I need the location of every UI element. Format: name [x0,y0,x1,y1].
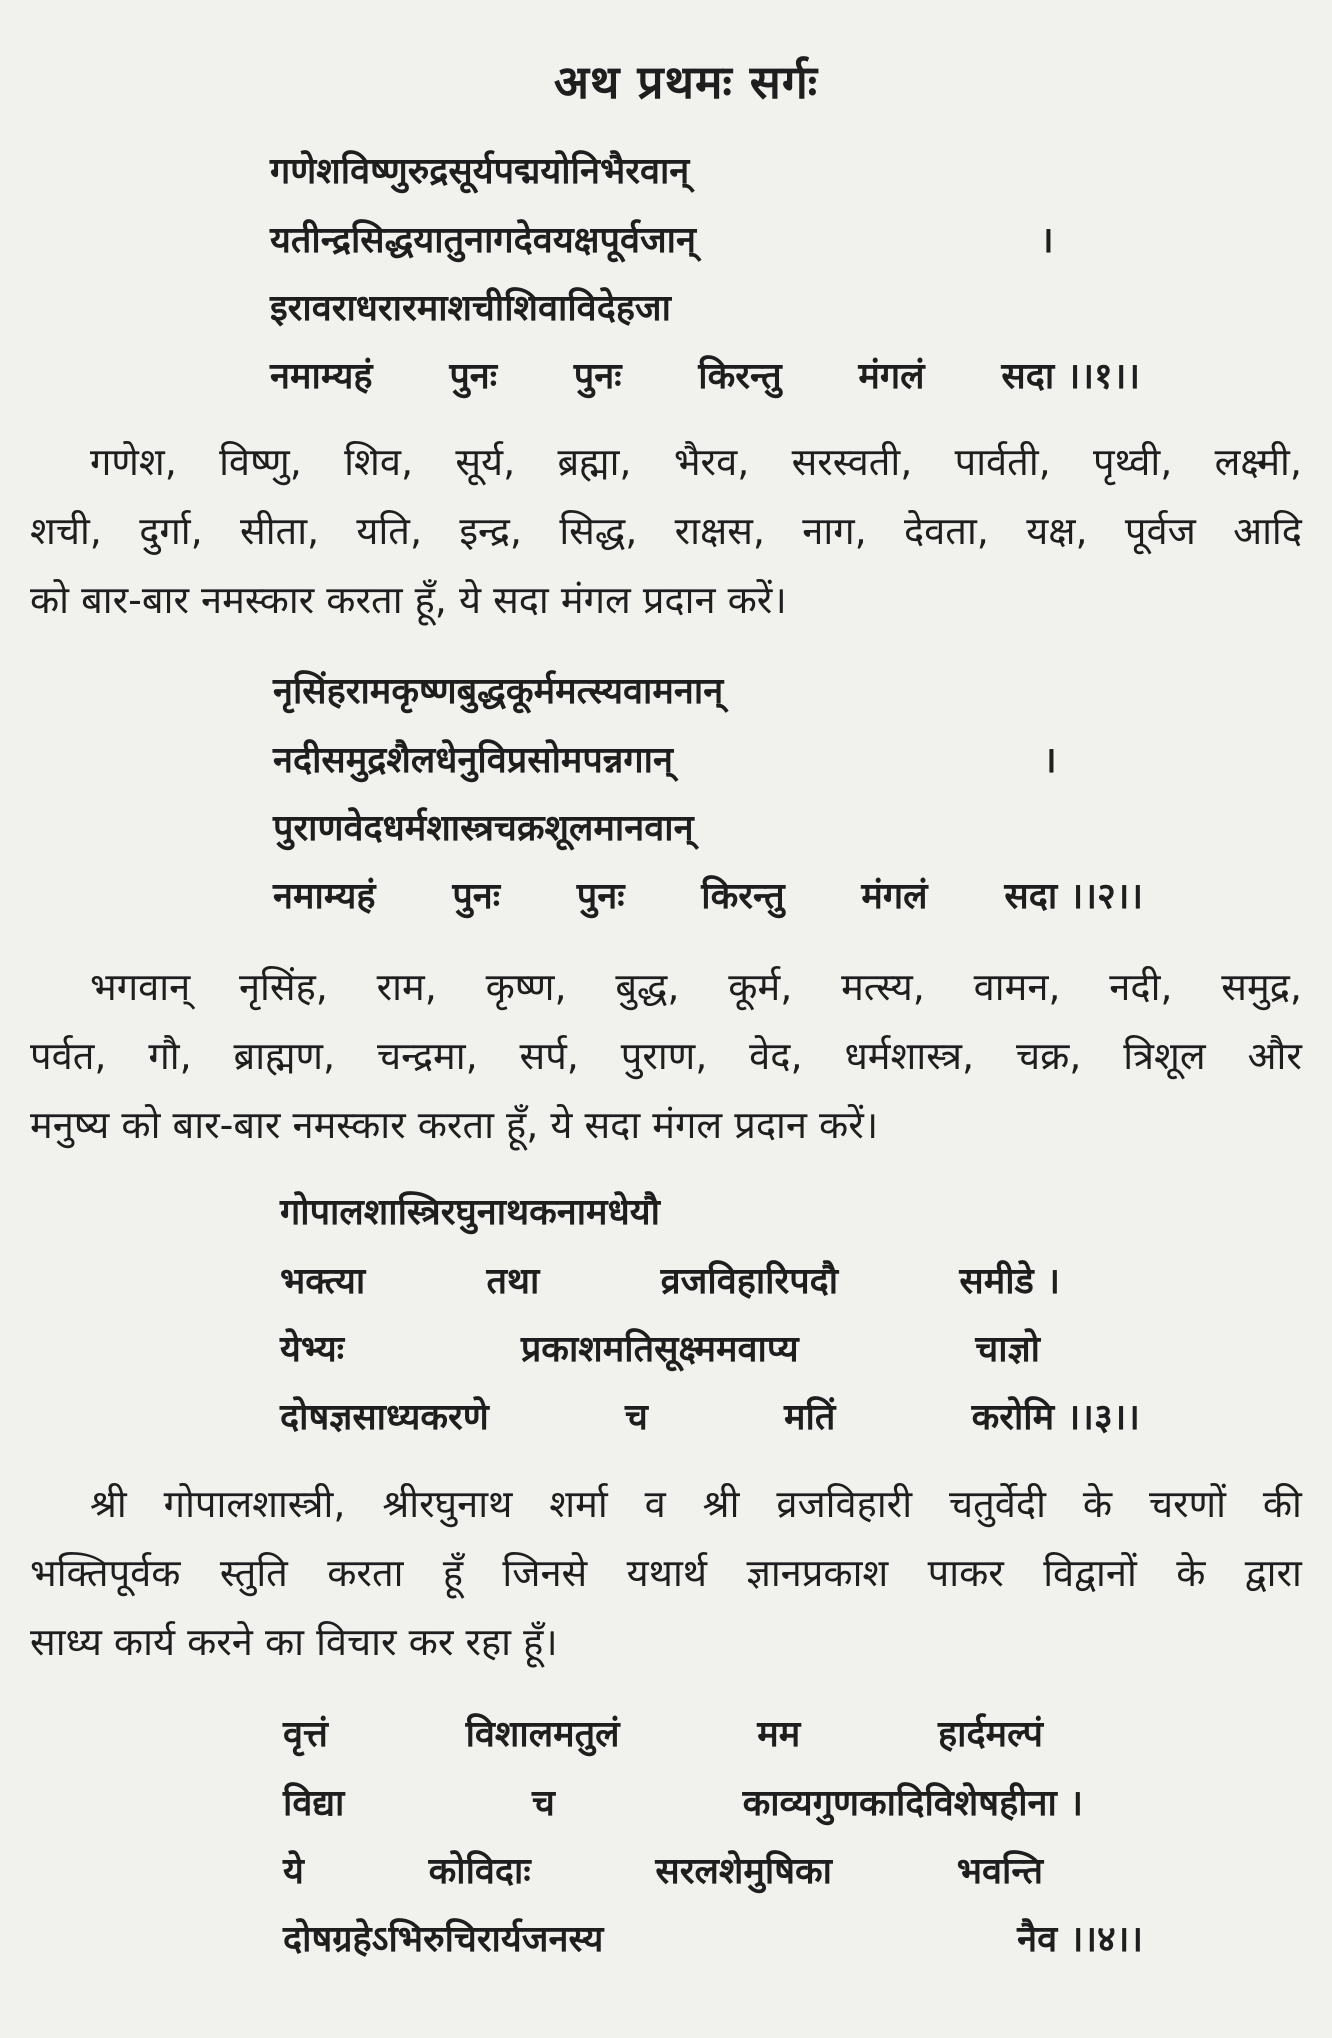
verse-1-danda: । [1040,220,1054,261]
translation-3 [30,1470,1302,1677]
word: भवन्ति [956,1851,1043,1892]
word: पूर्वज [1124,509,1196,553]
word: चाज्ञो [975,1329,1040,1370]
word: श्री [702,1482,740,1526]
verse-4-line-4 [283,1913,1143,1962]
word: सरस्वती, [791,440,913,484]
word: पुनः [449,356,498,397]
verse-1-line-3: इरावराधरारमाशचीशिवाविदेहजा [270,288,671,329]
word: भगवान् [90,965,191,1009]
word: नृसिंह, [238,965,328,1009]
word: नमाम्यहं [270,356,373,397]
word: पार्वती, [954,440,1051,484]
word: विद्या [283,1783,345,1824]
word: पुराण, [620,1034,708,1078]
word: स्तुति [219,1551,288,1595]
word: व्रजविहारिपदौ [660,1261,839,1302]
word: कूर्म, [728,965,793,1009]
word: के [1082,1482,1113,1526]
word: पुनः [576,876,625,917]
word: श्री [90,1482,127,1526]
word: मम [757,1714,801,1755]
word: यथार्थ [626,1551,708,1595]
word: समीडे । [959,1261,1060,1302]
word: गोपालशास्त्री, [163,1482,346,1526]
word: सदा ।।१।। [1001,356,1140,397]
word: व्रजविहारी [776,1482,913,1526]
word: भक्त्या [280,1261,366,1302]
word: ये [283,1851,304,1892]
verse-2-line-2: नदीसमुद्रशैलधेनुविप्रसोमपन्नगान् [273,740,673,781]
verse-1-line-1: गणेशविष्णुरुद्रसूर्यपद्मयोनिभैरवान् [270,151,690,192]
word: इन्द्र, [459,509,523,553]
verse-3-line-3 [280,1323,1040,1372]
word: सिद्ध, [559,509,638,553]
word: आदि [1233,509,1302,553]
word: वृत्तं [283,1714,328,1755]
chapter-title: अथ प्रथमः सर्गः [553,55,819,109]
translation-1 [30,428,1302,635]
translation-1-line-1 [30,428,1302,497]
word: सदा ।।२।। [1004,876,1143,917]
word: की [1262,1482,1302,1526]
word: विद्वानों [1043,1551,1137,1595]
word: मंगलं [861,876,928,917]
word: चन्द्रमा, [376,1034,478,1078]
word: के [1176,1551,1206,1595]
word: नदी, [1109,965,1173,1009]
word: येभ्यः [280,1329,345,1370]
translation-1-line-3: को बार-बार नमस्कार करता हूँ, ये सदा मंगल प्रदान करें। [30,578,787,622]
word: कोविदाः [428,1851,531,1892]
word: मंगलं [858,356,925,397]
word: हूँ [442,1551,464,1595]
word: राक्षस, [674,509,765,553]
word: पुनः [573,356,622,397]
word: लक्ष्मी, [1214,440,1302,484]
word: सीता, [240,509,320,553]
word: विष्णु, [219,440,302,484]
word: दोषज्ञसाध्यकरणे [280,1397,489,1438]
word: सर्प, [519,1034,579,1078]
word: यक्ष, [1026,509,1088,553]
verse-3-line-1: गोपालशास्त्रिरघुनाथकनामधेयौ [280,1192,660,1233]
word: ब्रह्मा, [557,440,632,484]
word: देवता, [904,509,989,553]
word: च [624,1397,648,1438]
word: द्वारा [1244,1551,1302,1595]
word: तथा [486,1261,540,1302]
word: राम, [376,965,437,1009]
word: गणेश, [90,440,177,484]
word: ब्राह्मण, [233,1034,336,1078]
translation-2 [30,953,1302,1160]
word: करता [327,1551,404,1595]
verse-4-line-3 [283,1845,1043,1894]
word: मतिं [784,1397,836,1438]
word: शर्मा [549,1482,608,1526]
word: शिव, [344,440,414,484]
word: प्रकाशमतिसूक्ष्ममवाप्य [520,1329,799,1370]
word: बुद्ध, [615,965,680,1009]
word: किरन्तु [701,876,785,917]
word: ज्ञानप्रकाश [746,1551,889,1595]
word: किरन्तु [698,356,782,397]
verse-2-danda: । [1043,740,1057,781]
word: त्रिशूल [1123,1034,1206,1078]
word: नमाम्यहं [273,876,376,917]
translation-1-line-2 [30,497,1302,566]
translation-3-line-3: साध्य कार्य करने का विचार कर रहा हूँ। [30,1620,558,1664]
word: भक्तिपूर्वक [30,1551,181,1595]
word: पुनः [452,876,501,917]
word: समुद्र, [1221,965,1302,1009]
word: नाग, [802,509,867,553]
translation-2-line-3: मनुष्य को बार-बार नमस्कार करता हूँ, ये सदा मंगल प्रदान करें। [30,1103,879,1147]
verse-1-line-2: यतीन्द्रसिद्धयातुनागदेवयक्षपूर्वजान् [270,220,696,261]
word: और [1247,1034,1302,1078]
verse-2-line-4 [273,870,1143,919]
word: च [532,1783,555,1824]
verse-3-line-2 [280,1255,1060,1304]
word: काव्यगुणकादिविशेषहीना । [742,1783,1083,1824]
word: धर्मशास्त्र, [844,1034,975,1078]
word: पृथ्वी, [1093,440,1173,484]
word: सरलशेमुषिका [655,1851,832,1892]
word: पाकर [927,1551,1004,1595]
word: यति, [356,509,423,553]
word: चतुर्वेदी [948,1482,1046,1526]
word: व [644,1482,666,1526]
word: भैरव, [673,440,750,484]
verse-1-line-4 [270,350,1140,399]
translation-3-line-1 [30,1470,1302,1539]
word: चक्र, [1015,1034,1082,1078]
word: मत्स्य, [841,965,925,1009]
word: सूर्य, [455,440,516,484]
verse-2-line-1: नृसिंहरामकृष्णबुद्धकूर्ममत्स्यवामनान् [273,671,724,712]
word: वामन, [973,965,1061,1009]
word: करोमि ।।३।। [971,1397,1140,1438]
word: शची, [30,509,102,553]
verse-2-line-3: पुराणवेदधर्मशास्त्रचक्रशूलमानवान् [273,808,694,849]
word: पर्वत, [30,1034,107,1078]
verse-3-line-4 [280,1391,1140,1440]
verse-4-line-2 [283,1777,1083,1826]
word: वेद, [749,1034,803,1078]
word: गौ, [148,1034,192,1078]
word: श्रीरघुनाथ [382,1482,513,1526]
translation-2-line-2 [30,1022,1302,1091]
word: जिनसे [502,1551,588,1595]
word: दुर्गा, [139,509,203,553]
translation-3-line-2 [30,1539,1302,1608]
word: हार्दमल्पं [938,1714,1043,1755]
word: दोषग्रहेऽभिरुचिरार्यजनस्य [283,1919,604,1960]
verse-4-line-1 [283,1708,1043,1757]
word: कृष्ण, [485,965,567,1009]
translation-2-line-1 [30,953,1302,1022]
word: नैव ।।४।। [1017,1919,1143,1960]
word: चरणों [1148,1482,1226,1526]
word: विशालमतुलं [465,1714,620,1755]
